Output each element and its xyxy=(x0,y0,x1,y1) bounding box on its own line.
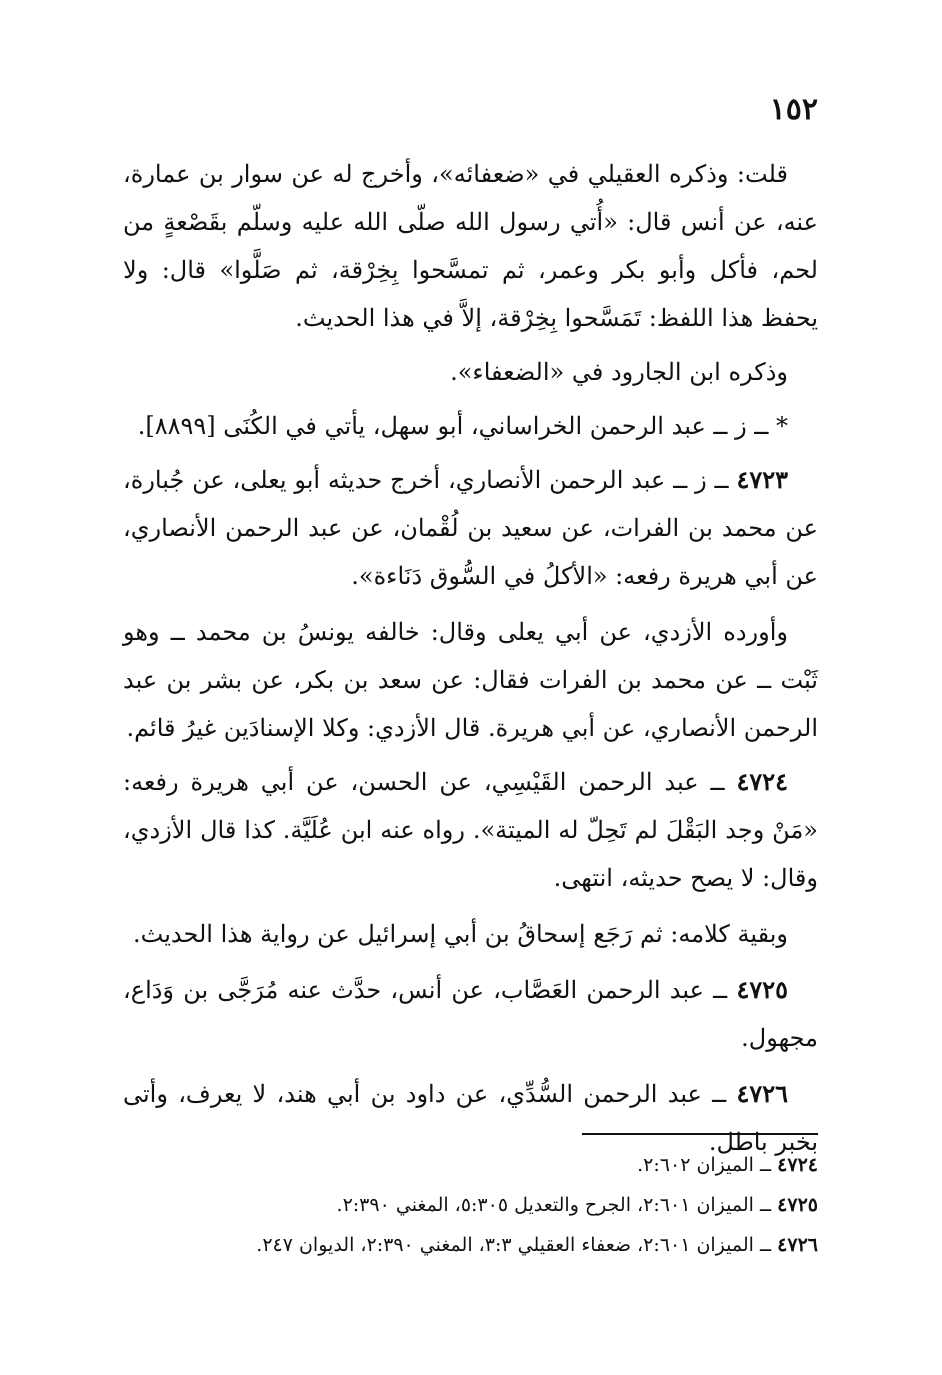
footnote-text: ــ الميزان ٢:٦٠٢. xyxy=(637,1154,778,1176)
paragraph-text: وبقية كلامه: ثم رَجَع إسحاقُ بن أبي إسرائيل عن رواية هذا الحديث. xyxy=(133,920,788,948)
footnotes xyxy=(123,1145,818,1265)
page-number: ١٥٢ xyxy=(769,92,818,127)
paragraph-azdi xyxy=(123,608,818,752)
entry-number: ٤٧٢٥ xyxy=(736,975,788,1004)
paragraph-baqiyyat-kalamihi xyxy=(123,910,818,958)
paragraph-qult-uqayli xyxy=(123,150,818,342)
footnote-divider xyxy=(582,1133,818,1135)
footnote-text: ــ الميزان ٢:٦٠١، الجرح والتعديل ٥:٣٠٥، المغني ٢:٣٩٠. xyxy=(336,1194,778,1216)
paragraph-text: * ــ ز ــ عبد الرحمن الخراساني، أبو سهل، يأتي في الكُنَى [٨٨٩٩]. xyxy=(137,412,788,440)
paragraph-text: وذكره ابن الجارود في «الضعفاء». xyxy=(450,358,788,386)
main-text xyxy=(123,150,818,1172)
footnote-4724 xyxy=(123,1145,818,1185)
footnote-text: ــ الميزان ٢:٦٠١، ضعفاء العقيلي ٣:٣، المغني ٢:٣٩٠، الديوان ٢٤٧. xyxy=(256,1234,778,1256)
entry-text: ــ ز ــ عبد الرحمن الأنصاري، أخرج حديثه أبو يعلى، عن جُبارة، عن محمد بن الفرات، عن سعيد بن لُقْمان، عن عبد الرحمن الأنصاري، عن أبي هريرة رفعه: «الأكلُ في السُّوق دَنَاءة». xyxy=(123,466,818,590)
footnote-number: ٤٧٢٥ xyxy=(777,1194,818,1216)
footnote-4725 xyxy=(123,1185,818,1225)
paragraph-text: قلت: وذكره العقيلي في «ضعفائه»، وأخرج له عن سوار بن عمارة، عنه، عن أنس قال: «أُتي رسول الله صلّى الله عليه وسلّم بقَصْعةٍ من لحم، فأكل وأبو بكر وعمر، ثم تمسَّحوا بِخِرْقة، ثم صَلَّوا» قال: ولا يحفظ هذا اللفظ: تَمَسَّحوا بِخِرْقة، إلاَّ في هذا الحديث. xyxy=(123,160,818,332)
entry-number: ٤٧٢٣ xyxy=(736,465,788,494)
entry-number: ٤٧٢٤ xyxy=(736,767,789,796)
entry-text: ــ عبد الرحمن القَيْسِي، عن الحسن، عن أبي هريرة رفعه: «مَنْ وجد البَقْلَ لم تَحِلّ له الميتة». رواه عنه ابن عُلَيَّة. كذا قال الأزدي، وقال: لا يصح حديثه، انتهى. xyxy=(123,768,818,892)
footnote-number: ٤٧٢٦ xyxy=(777,1234,818,1256)
entry-4724 xyxy=(123,758,818,902)
footnote-4726 xyxy=(123,1225,818,1265)
footnote-number: ٤٧٢٤ xyxy=(777,1154,818,1176)
entry-text: ــ عبد الرحمن العَصَّاب، عن أنس، حدَّث عنه مُرَجَّى بن وَدَاع، مجهول. xyxy=(123,976,818,1052)
entry-4723 xyxy=(123,456,818,600)
entry-text: ــ عبد الرحمن السُّدِّي، عن داود بن أبي هند، لا يعرف، وأتى بخبر باطل. xyxy=(123,1080,818,1156)
paragraph-khurasani-crossref xyxy=(123,402,818,450)
paragraph-text: وأورده الأزدي، عن أبي يعلى وقال: خالفه يونسُ بن محمد ــ وهو ثَبْت ــ عن محمد بن الفرات فقال: عن سعد بن بكر، عن بشر بن عبد الرحمن الأنصاري، عن أبي هريرة. قال الأزدي: وكلا الإسنادَين غيرُ قائم. xyxy=(123,618,818,742)
entry-number: ٤٧٢٦ xyxy=(736,1079,788,1108)
entry-4725 xyxy=(123,966,818,1062)
paragraph-ibn-jarud xyxy=(123,348,818,396)
